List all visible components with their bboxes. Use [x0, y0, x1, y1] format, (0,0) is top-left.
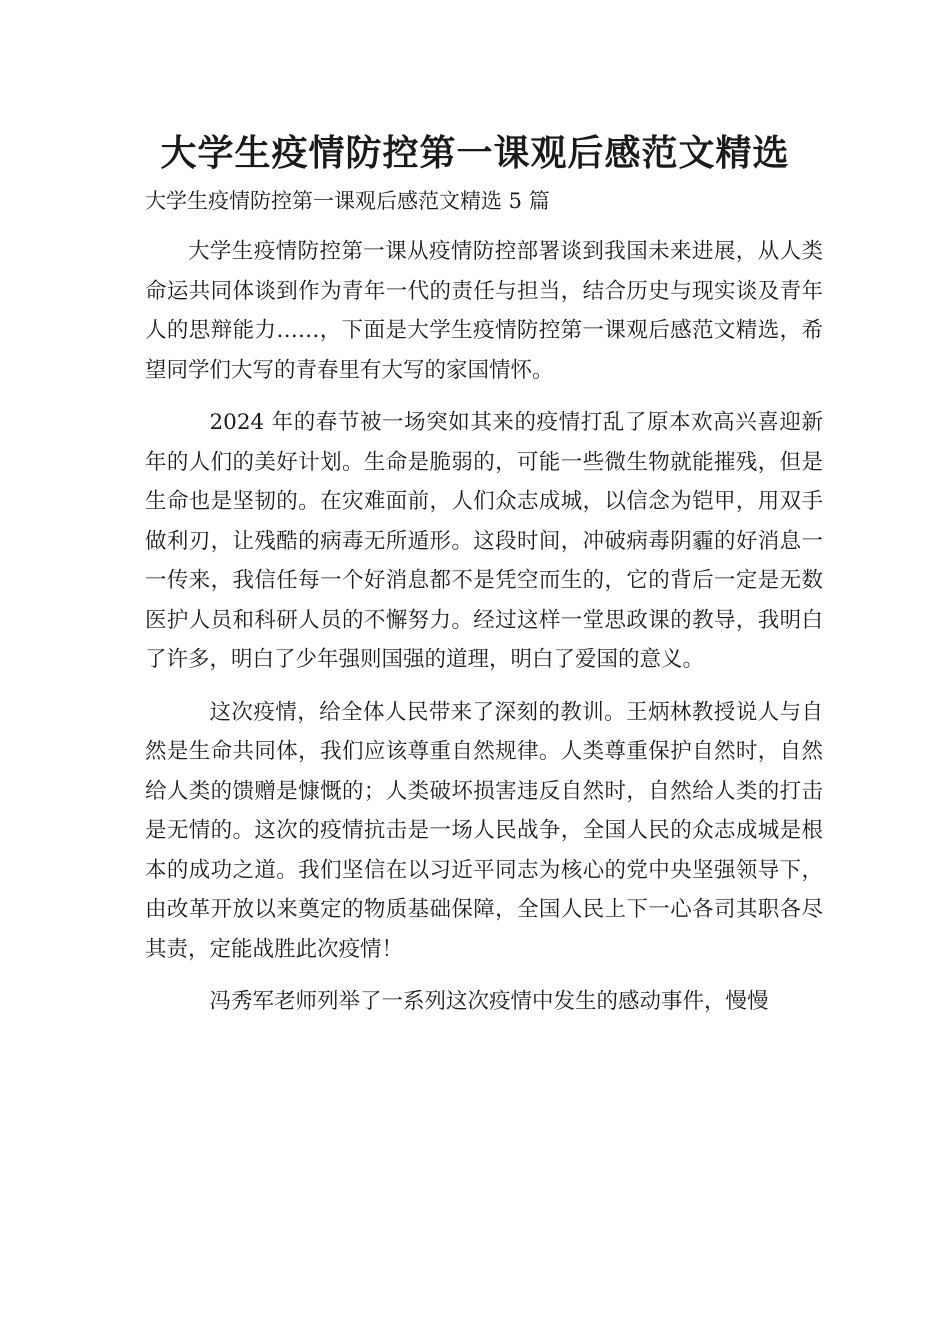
- document-body: [145, 232, 823, 1035]
- paragraph-intro: 大学生疫情防控第一课从疫情防控部署谈到我国未来进展，从人类命运共同体谈到作为青年一代的责任与担当，结合历史与现实谈及青年人的思辩能力……，下面是大学生疫情防控第一课观后感范文精选，希望同学们大写的青春里有大写的家国情怀。: [145, 239, 823, 383]
- paragraph-lesson: 这次疫情，给全体人民带来了深刻的教训。王炳林教授说人与自然是生命共同体，我们应该尊重自然规律。人类尊重保护自然时，自然给人类的馈赠是慷慨的；人类破坏损害违反自然时，自然给人类的打击是无情的。这次的疫情抗击是一场人民战争，全国人民的众志成城是根本的成功之道。我们坚信在以习近平同志为核心的党中央坚强领导下，由改革开放以来奠定的物质基础保障，全国人民上下一心各司其职各尽其责，定能战胜此次疫情！: [145, 699, 823, 962]
- document-title: 大学生疫情防控第一课观后感范文精选: [160, 133, 790, 174]
- paragraph-feng-xiujun: 冯秀军老师列举了一系列这次疫情中发生的感动事件，慢慢: [209, 989, 769, 1014]
- document-subtitle: 大学生疫情防控第一课观后感范文精选 5 篇: [145, 189, 550, 213]
- paragraph-spring-festival: 2024 年的春节被一场突如其来的疫情打乱了原本欢高兴喜迎新年的人们的美好计划。生命是脆弱的，可能一些微生物就能摧残，但是生命也是坚韧的。在灾难面前，人们众志成城，以信念为铠甲，用双手做利刃，让残酷的病毒无所遁形。这段时间，冲破病毒阴霾的好消息一一传来，我信任每一个好消息都不是凭空而生的，它的背后一定是无数医护人员和科研人员的不懈努力。经过这样一堂思政课的教导，我明白了许多，明白了少年强则国强的道理，明白了爱国的意义。: [145, 410, 823, 672]
